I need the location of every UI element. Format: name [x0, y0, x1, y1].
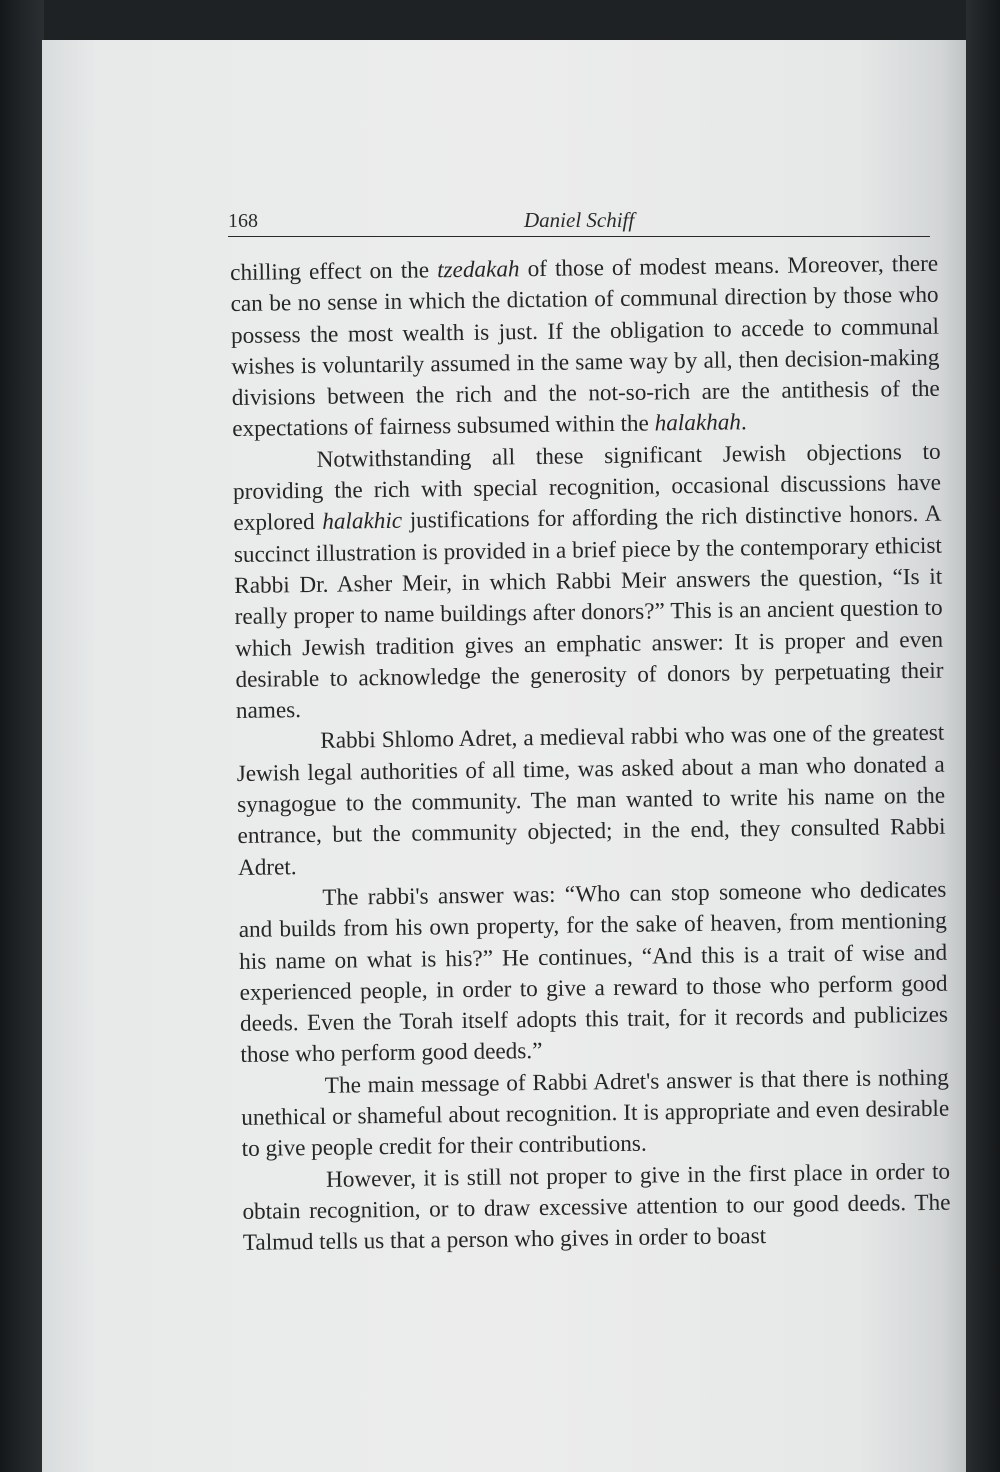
page-number: 168 — [228, 210, 258, 232]
page-header — [228, 204, 930, 237]
paragraph-1 — [230, 249, 940, 446]
term-halakhah: halakhah — [654, 409, 742, 437]
book-spine-right — [966, 0, 1000, 1472]
paragraph-5: The main message of Rabbi Adret's answer is that there is nothing unethical or shameful about recognition. It is appropriate and even desirable to give people credit for their contributions. — [241, 1064, 950, 1163]
book-spine-left — [0, 0, 44, 1472]
body-text — [230, 249, 951, 1260]
term-halakhic: halakhic — [322, 508, 403, 536]
paragraph-1-text-c: . — [740, 409, 747, 436]
paragraph-3: Rabbi Shlomo Adret, a medieval rabbi who was one of the greatest Jewish legal authorities of all time, was asked about a man who donated a synagogue to the community. The man wanted to write his name on the entrance, but the community objected; in the end, they consulted Rabbi Adret. — [236, 720, 946, 881]
paragraph-4: The rabbi's answer was: “Who can stop someone who dedicates and builds from his own property, for the sake of heaven, from mentioning his name on what is his?” He continues, “And this is a trait of wise and experienced people, in order to give a reward to those who perform good deeds. Even the Torah itself adopts this trait, for it records and publicizes those who perform good deeds.” — [238, 876, 949, 1069]
paragraph-1-text-a: chilling effect on the — [230, 257, 438, 286]
paragraph-6: However, it is still not proper to give in the first place in order to obtain recognition, or to draw excessive attention to our good deeds. The Talmud tells us that a person who gives in order to boast — [242, 1158, 951, 1257]
paragraph-2-text-b: justifications for affording the rich distinctive honors. A succinct illustration is provided in a brief piece by the contemporary ethicist Rabbi Dr. Asher Meir, in which Rabbi Meir answers the question, “Is it really proper to name buildings after donors?” This is an ancient question to which Jewish tradition gives an emphatic answer: It is proper and even desirable to acknowledge the generosity of donors by perpetuating their names. — [233, 501, 944, 725]
paragraph-2 — [232, 436, 944, 727]
paragraph-1-text-b: of those of modest means. Moreover, there can be no sense in which the dictation of communal direction by those who possess the most wealth is just. If the obligation to accede to communal wishes is voluntarily assumed in the same way by all, then decision-making divisions between the rich and the not-so-rich are the antithesis of the expectations of fairness subsumed within the — [230, 250, 940, 443]
term-tzedakah: tzedakah — [436, 256, 520, 284]
paragraph-2-text-a: Notwithstanding all these significant Jewish objections to providing the rich with special recognition, occasional discussions have explored — [232, 438, 942, 537]
running-head: Daniel Schiff — [524, 208, 635, 232]
